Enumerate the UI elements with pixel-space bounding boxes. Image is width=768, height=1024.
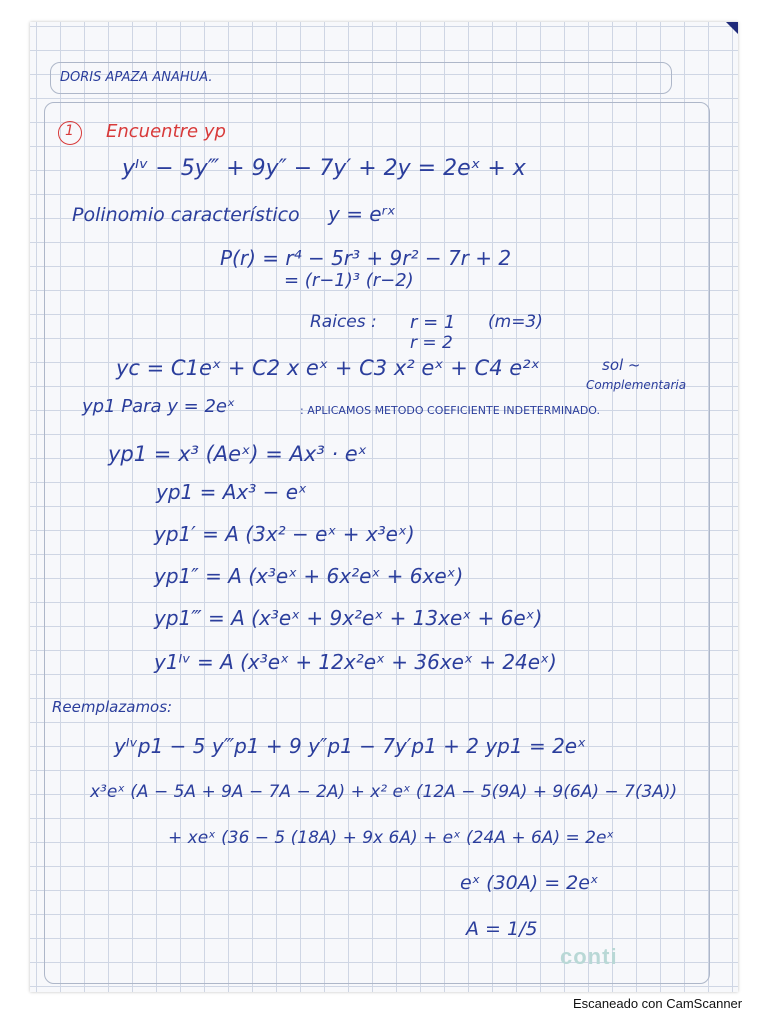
replace-line-1: yᴵᵛp1 − 5 y‴p1 + 9 y″p1 − 7y′p1 + 2 yp1 = 2eˣ bbox=[114, 734, 586, 758]
yp1-line-5: yp1‴ = A (x³eˣ + 9x²eˣ + 13xeˣ + 6eˣ) bbox=[154, 606, 543, 630]
problem-title: Encuentre yp bbox=[106, 121, 226, 142]
notebook-page bbox=[30, 22, 738, 992]
yp1-line-1: yp1 = x³ (Aeˣ) = Ax³ · eˣ bbox=[108, 442, 368, 466]
notebook-brand-logo: conti bbox=[560, 944, 618, 969]
roots-label: Raices : bbox=[310, 312, 377, 332]
method-note: : APLICAMOS METODO COEFICIENTE INDETERMINADO. bbox=[300, 404, 601, 417]
replace-line-2: x³eˣ (A − 5A + 9A − 7A − 2A) + x² eˣ (12A − 5(9A) + 9(6A) − 7(3A)) bbox=[90, 782, 678, 802]
problem-number: 1 bbox=[65, 123, 74, 139]
replace-line-3: + xeˣ (36 − 5 (18A) + 9x 6A) + eˣ (24A + 6A) = 2eˣ bbox=[168, 828, 614, 848]
yc-expression: yc = C1eˣ + C2 x eˣ + C3 x² eˣ + C4 e²ˣ bbox=[116, 356, 540, 380]
student-name: DORIS APAZA ANAHUA. bbox=[60, 70, 213, 85]
yp1-label: yp1 Para y = 2eˣ bbox=[82, 396, 235, 417]
yc-note-1: sol ~ bbox=[602, 356, 641, 374]
yp1-line-2: yp1 = Ax³ − eˣ bbox=[156, 480, 307, 504]
replace-label: Reemplazamos: bbox=[52, 698, 173, 716]
replace-line-4: eˣ (30A) = 2eˣ bbox=[460, 872, 599, 894]
root-2: r = 2 bbox=[410, 333, 453, 353]
ode-equation: yᴵᵛ − 5y‴ + 9y″ − 7y′ + 2y = 2eˣ + x bbox=[122, 156, 526, 181]
yc-note-2: Complementaria bbox=[586, 378, 687, 392]
root-1: r = 1 bbox=[410, 312, 456, 333]
scanner-footer: Escaneado con CamScanner bbox=[573, 996, 743, 1011]
root-1-multiplicity: (m=3) bbox=[488, 312, 543, 332]
page-corner-mark bbox=[726, 22, 738, 34]
char-assume: y = eʳˣ bbox=[328, 202, 396, 226]
char-poly-label: Polinomio característico bbox=[72, 204, 300, 226]
yp1-line-3: yp1′ = A (3x² − eˣ + x³eˣ) bbox=[154, 522, 415, 546]
replace-line-5: A = 1/5 bbox=[466, 918, 538, 940]
yp1-line-6: y1ᴵᵛ = A (x³eˣ + 12x²eˣ + 36xeˣ + 24eˣ) bbox=[154, 650, 557, 674]
char-poly: P(r) = r⁴ − 5r³ + 9r² − 7r + 2 bbox=[220, 246, 512, 270]
char-factored: = (r−1)³ (r−2) bbox=[284, 270, 414, 291]
yp1-line-4: yp1″ = A (x³eˣ + 6x²eˣ + 6xeˣ) bbox=[154, 564, 464, 588]
